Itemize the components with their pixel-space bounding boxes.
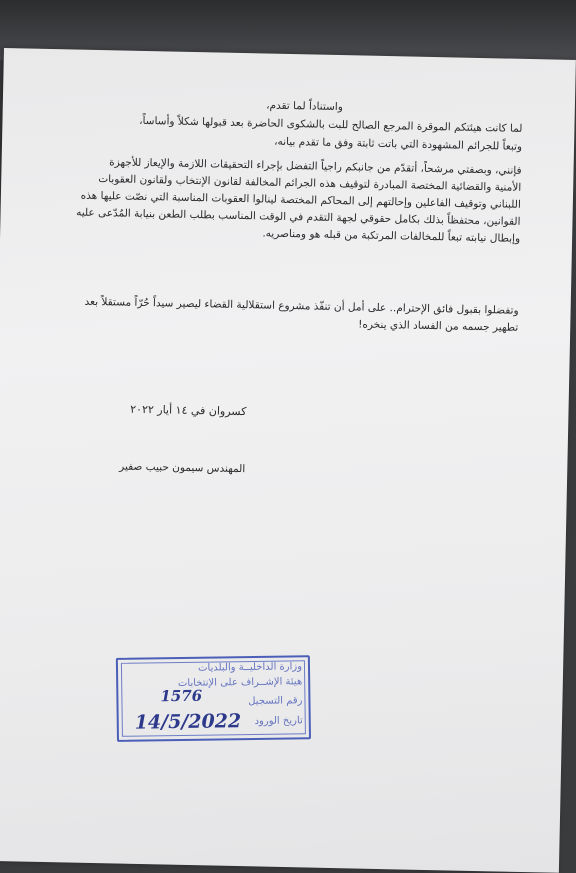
closing-line-1: وتفضلوا بقبول فائق الإحترام.. على أمل أن تنفّذ مشروع استقلالية القضاء ليصير سيداً حُرّاً مستقلاً بعد xyxy=(84,295,519,317)
stamp-date-label: تاريخ الورود xyxy=(254,715,303,727)
stamp-ministry: وزارة الداخليــة والبلديات xyxy=(197,661,303,674)
letter-line-6: القوانين، محتفظاً بذلك بكامل حقوقي لجهة التقدم في الوقت المناسب بطلب الطعن بنيابة المُدّعى عليه xyxy=(76,206,521,228)
letter-line-4: الأمنية والقضائية المختصة المبادرة لتوقيف هذه الجرائم المخالفة لقانون الإنتخاب ولقانون العقوبات xyxy=(98,173,522,194)
letter-line-7: وإبطال نيابته تبعاً للمخالفات المرتكبة من قبله هو ومناصريه. xyxy=(262,227,521,245)
stamp-commission: هيئة الإشــراف على الإنتخابات xyxy=(177,676,303,690)
letter-body xyxy=(39,93,523,303)
letter-line-3: فإنني، وبصفتي مرشحاً، أتقدّم من جانبكم راجياً التفضل بإجراء التحقيقات اللازمة والإيعاز للأجهزة xyxy=(109,156,522,177)
document-page xyxy=(0,48,576,873)
letter-line-2: وتبعاً للجرائم المشهودة التي باتت ثابتة وفق ما تقدم بيانه، xyxy=(274,135,523,153)
letter-line-1: لما كانت هيئتكم الموقرة المرجع الصالح للبت بالشكوى الحاضرة بعد قبولها شكلاً وأساساً، xyxy=(139,114,523,135)
handwritten-reg-number: 1576 xyxy=(160,686,203,706)
letter-heading: واستناداً لما تقدم، xyxy=(266,99,343,114)
letter-date: كسروان في ١٤ أيار ٢٠٢٢ xyxy=(130,402,247,419)
received-stamp xyxy=(116,655,311,742)
letter-line-5: اللبناني وتوقيف الفاعلين وإحالتهم إلى المحاكم المختصة لينالوا العقوبات المناسبة التي نصّت عليها هذه xyxy=(80,189,521,211)
handwritten-received-date: 14/5/2022 xyxy=(134,710,242,734)
stamp-reg-label: رقم التسجيل xyxy=(248,695,303,708)
closing-line-2: تطهير جسمه من الفساد الذي ينخره! xyxy=(358,318,519,334)
letter-signature: المهندس سيمون حبيب صفير xyxy=(119,460,246,476)
